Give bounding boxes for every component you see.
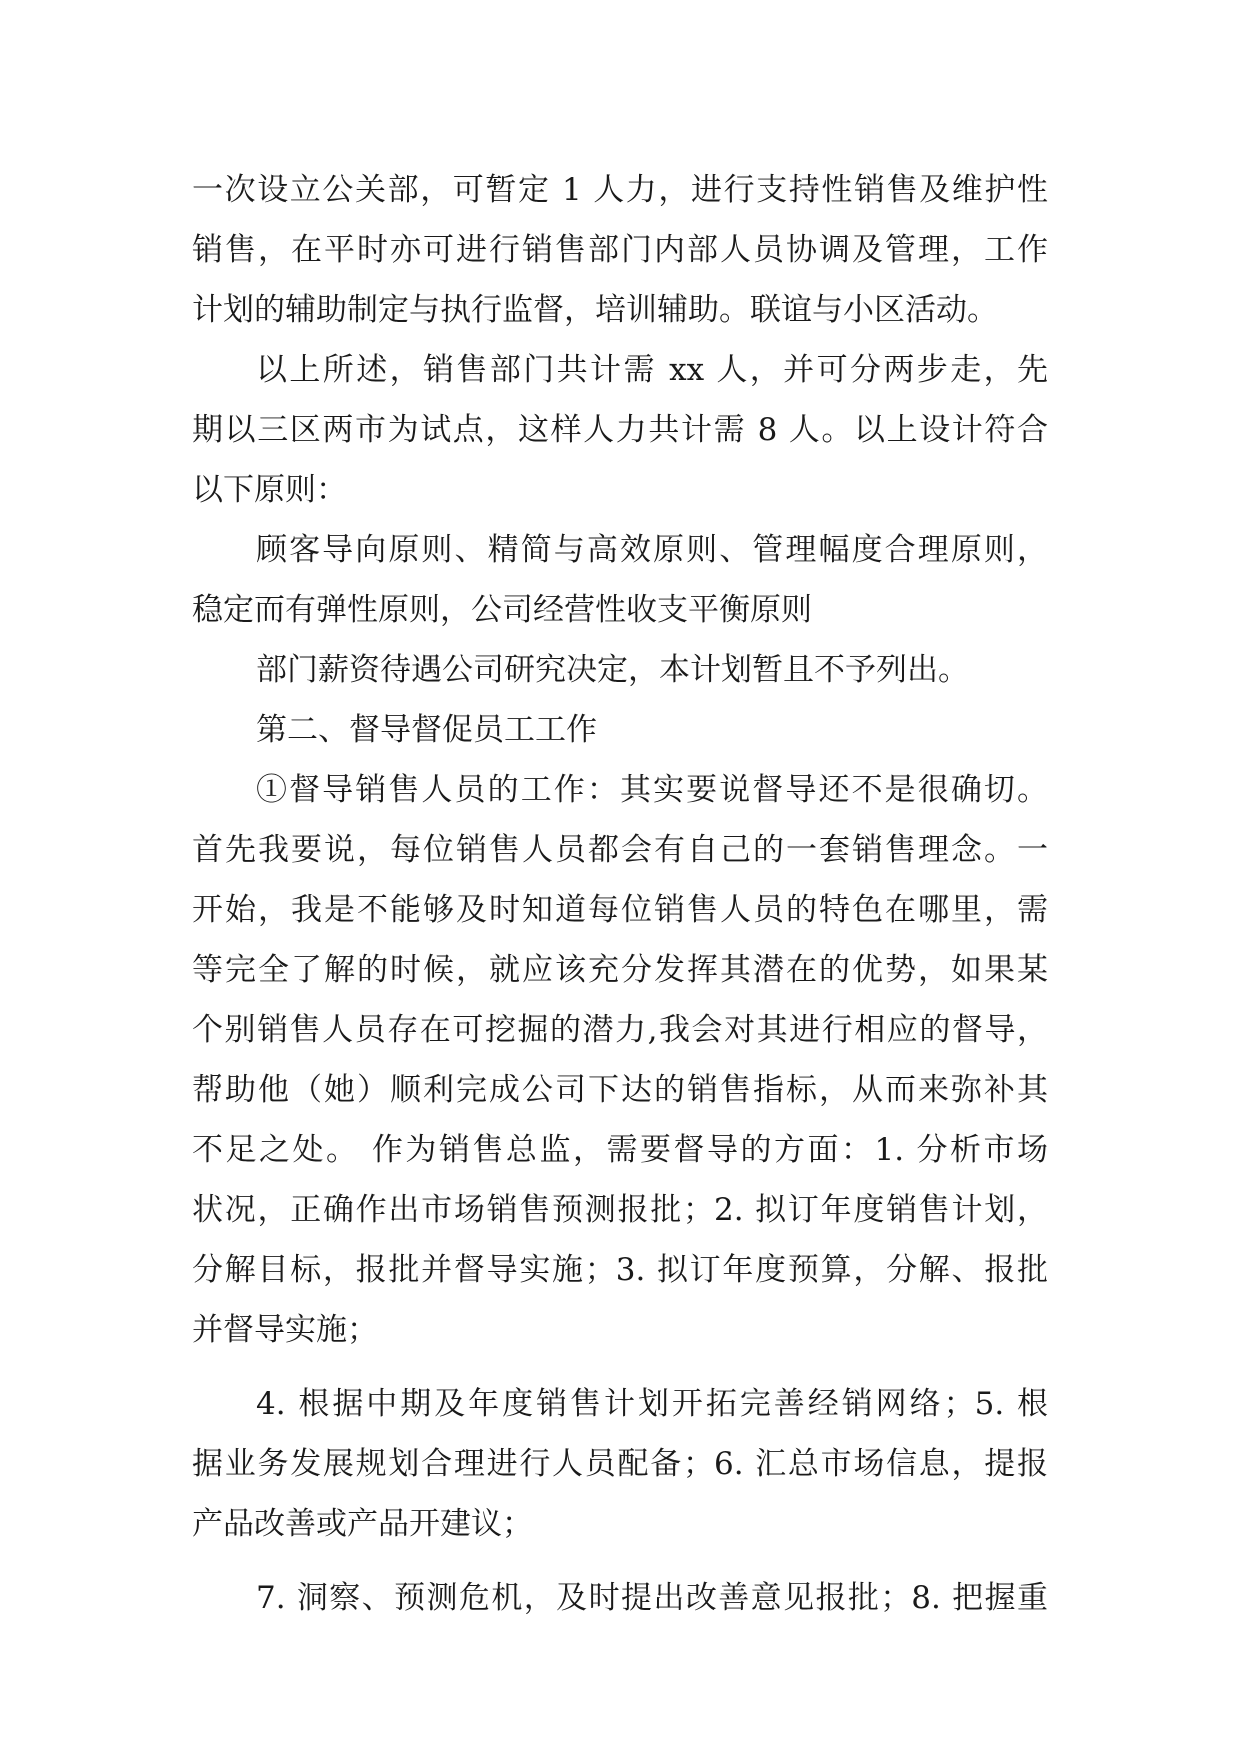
- text-line: 一次设立公关部，可暂定 1 人力，进行支持性销售及维护性: [192, 172, 1048, 208]
- text-line: 状况，正确作出市场销售预测报批；2. 拟订年度销售计划，: [192, 1192, 1048, 1228]
- text-line: 以下原则：: [192, 472, 347, 508]
- text-line: 首先我要说，每位销售人员都会有自己的一套销售理念。一: [192, 832, 1048, 868]
- text-line: 据业务发展规划合理进行人员配备；6. 汇总市场信息，提报: [192, 1446, 1048, 1482]
- text-line: 稳定而有弹性原则，公司经营性收支平衡原则: [192, 592, 812, 628]
- text-line: 顾客导向原则、精简与高效原则、管理幅度合理原则，: [256, 532, 1048, 568]
- section-heading: 第二、督导督促员工工作: [256, 712, 597, 748]
- text-line: 部门薪资待遇公司研究决定，本计划暂且不予列出。: [256, 652, 969, 688]
- text-line: 7. 洞察、预测危机，及时提出改善意见报批；8. 把握重: [256, 1580, 1048, 1616]
- text-line: 不足之处。 作为销售总监，需要督导的方面：1. 分析市场: [192, 1132, 1048, 1168]
- paragraph-gap: [192, 1360, 1048, 1374]
- text-line: 等完全了解的时候，就应该充分发挥其潜在的优势，如果某: [192, 952, 1048, 988]
- text-line: 4. 根据中期及年度销售计划开拓完善经销网络；5. 根: [256, 1386, 1048, 1422]
- text-line: ①督导销售人员的工作：其实要说督导还不是很确切。: [256, 772, 1048, 808]
- text-line: 帮助他（她）顺利完成公司下达的销售指标，从而来弥补其: [192, 1072, 1048, 1108]
- body-text: [192, 160, 1048, 1628]
- text-line: 分解目标，报批并督导实施；3. 拟订年度预算，分解、报批: [192, 1252, 1048, 1288]
- paragraph-gap: [192, 1554, 1048, 1568]
- text-line: 个别销售人员存在可挖掘的潜力,我会对其进行相应的督导，: [192, 1012, 1048, 1048]
- text-line: 计划的辅助制定与执行监督，培训辅助。联谊与小区活动。: [192, 292, 998, 328]
- text-line: 期以三区两市为试点，这样人力共计需 8 人。以上设计符合: [192, 412, 1048, 448]
- text-line: 产品改善或产品开建议；: [192, 1506, 533, 1542]
- text-line: 以上所述，销售部门共计需 xx 人，并可分两步走，先: [256, 352, 1048, 388]
- text-line: 销售，在平时亦可进行销售部门内部人员协调及管理，工作: [192, 232, 1048, 268]
- text-line: 并督导实施；: [192, 1312, 378, 1348]
- text-line: 开始，我是不能够及时知道每位销售人员的特色在哪里，需: [192, 892, 1048, 928]
